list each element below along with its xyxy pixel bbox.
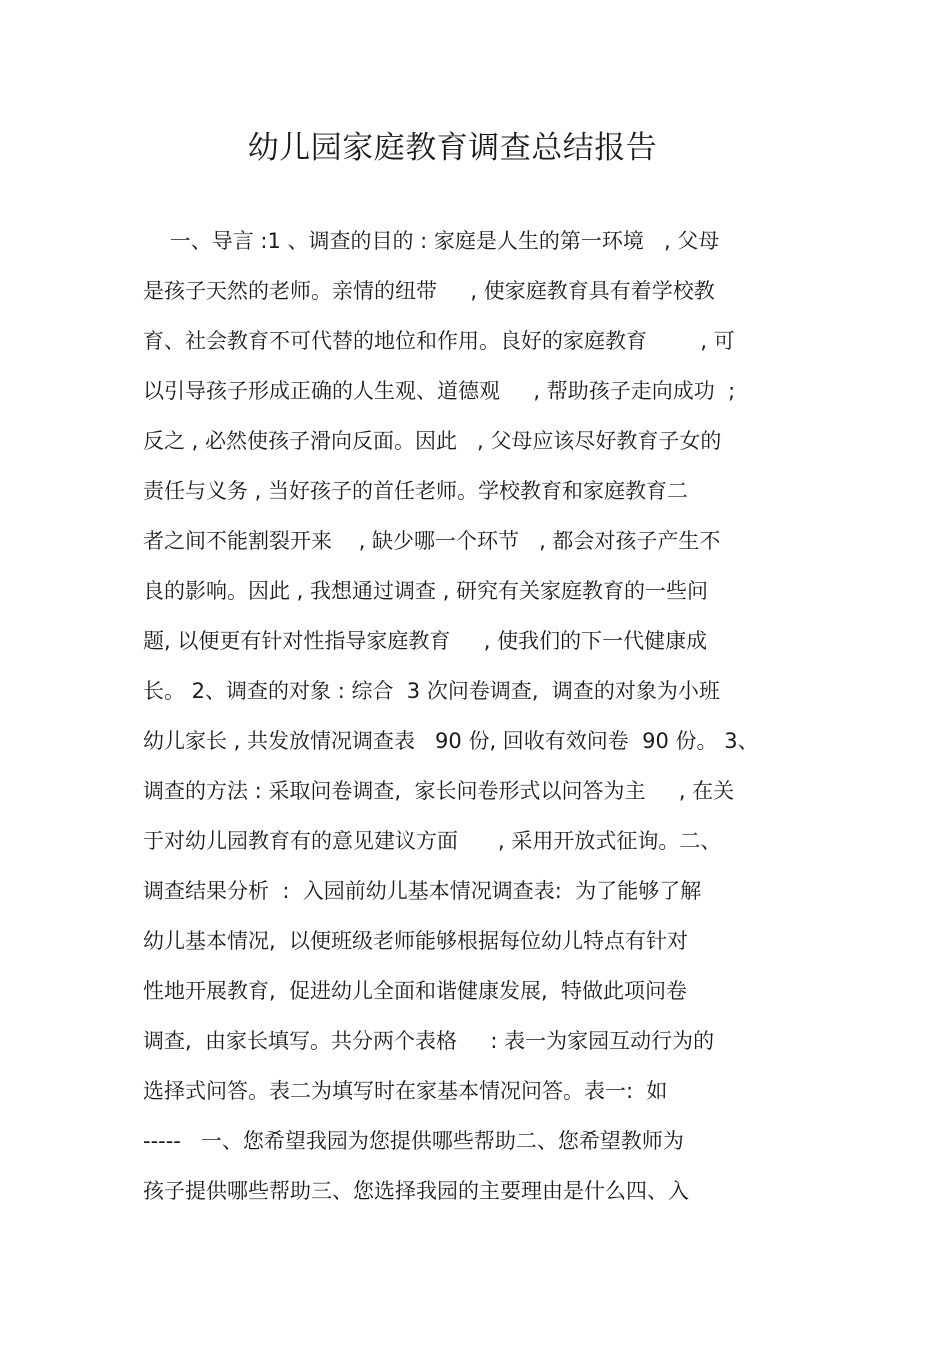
body-line: 幼儿基本情况, 以便班级老师能够根据每位幼儿特点有针对 xyxy=(143,929,689,953)
body-line: 幼儿家长 , 共发放情况调查表 90 份, 回收有效问卷 90 份。 3、 xyxy=(143,729,759,753)
body-line: 反之 , 必然使孩子滑向反面。因此 , 父母应该尽好教育子女的 xyxy=(143,429,722,453)
body-line: 于对幼儿园教育有的意见建议方面 , 采用开放式征询。二、 xyxy=(143,829,722,853)
document-body xyxy=(143,222,823,1222)
body-line: 是孩子天然的老师。亲情的纽带 , 使家庭教育具有着学校教 xyxy=(143,279,715,303)
body-line: 选择式问答。表二为填写时在家基本情况问答。表一: 如 xyxy=(143,1079,668,1103)
document-title: 幼儿园家庭教育调查总结报告 xyxy=(247,130,658,166)
body-line: 长。 2、调查的对象 : 综合 3 次问卷调查, 调查的对象为小班 xyxy=(143,679,720,703)
body-line: 良的影响。因此 , 我想通过调查 , 研究有关家庭教育的一些问 xyxy=(143,579,709,603)
body-line: 者之间不能割裂开来 , 缺少哪一个环节 , 都会对孩子产生不 xyxy=(143,529,721,553)
body-line: 责任与义务 , 当好孩子的首任老师。学校教育和家庭教育二 xyxy=(143,479,689,503)
body-line: 孩子提供哪些帮助三、您选择我园的主要理由是什么四、入 xyxy=(143,1179,689,1203)
body-line: 调查的方法 : 采取问卷调查, 家长问卷形式以问答为主 , 在关 xyxy=(143,779,735,803)
body-line: 以引导孩子形成正确的人生观、道德观 , 帮助孩子走向成功 ; xyxy=(143,379,736,403)
body-line: 题, 以便更有针对性指导家庭教育 , 使我们的下一代健康成 xyxy=(143,629,708,653)
body-line: 调查结果分析 : 入园前幼儿基本情况调查表: 为了能够了解 xyxy=(143,879,702,903)
body-line: 性地开展教育, 促进幼儿全面和谐健康发展, 特做此项问卷 xyxy=(143,979,688,1003)
body-line: 调查, 由家长填写。共分两个表格 : 表一为家园互动行为的 xyxy=(143,1029,715,1053)
body-line: 一、导言 :1 、调查的目的 : 家庭是人生的第一环境 , 父母 xyxy=(143,229,720,253)
body-line: ----- 一、您希望我园为您提供哪些帮助二、您希望教师为 xyxy=(143,1129,684,1153)
body-line: 育、社会教育不可代替的地位和作用。良好的家庭教育 , 可 xyxy=(143,329,735,353)
